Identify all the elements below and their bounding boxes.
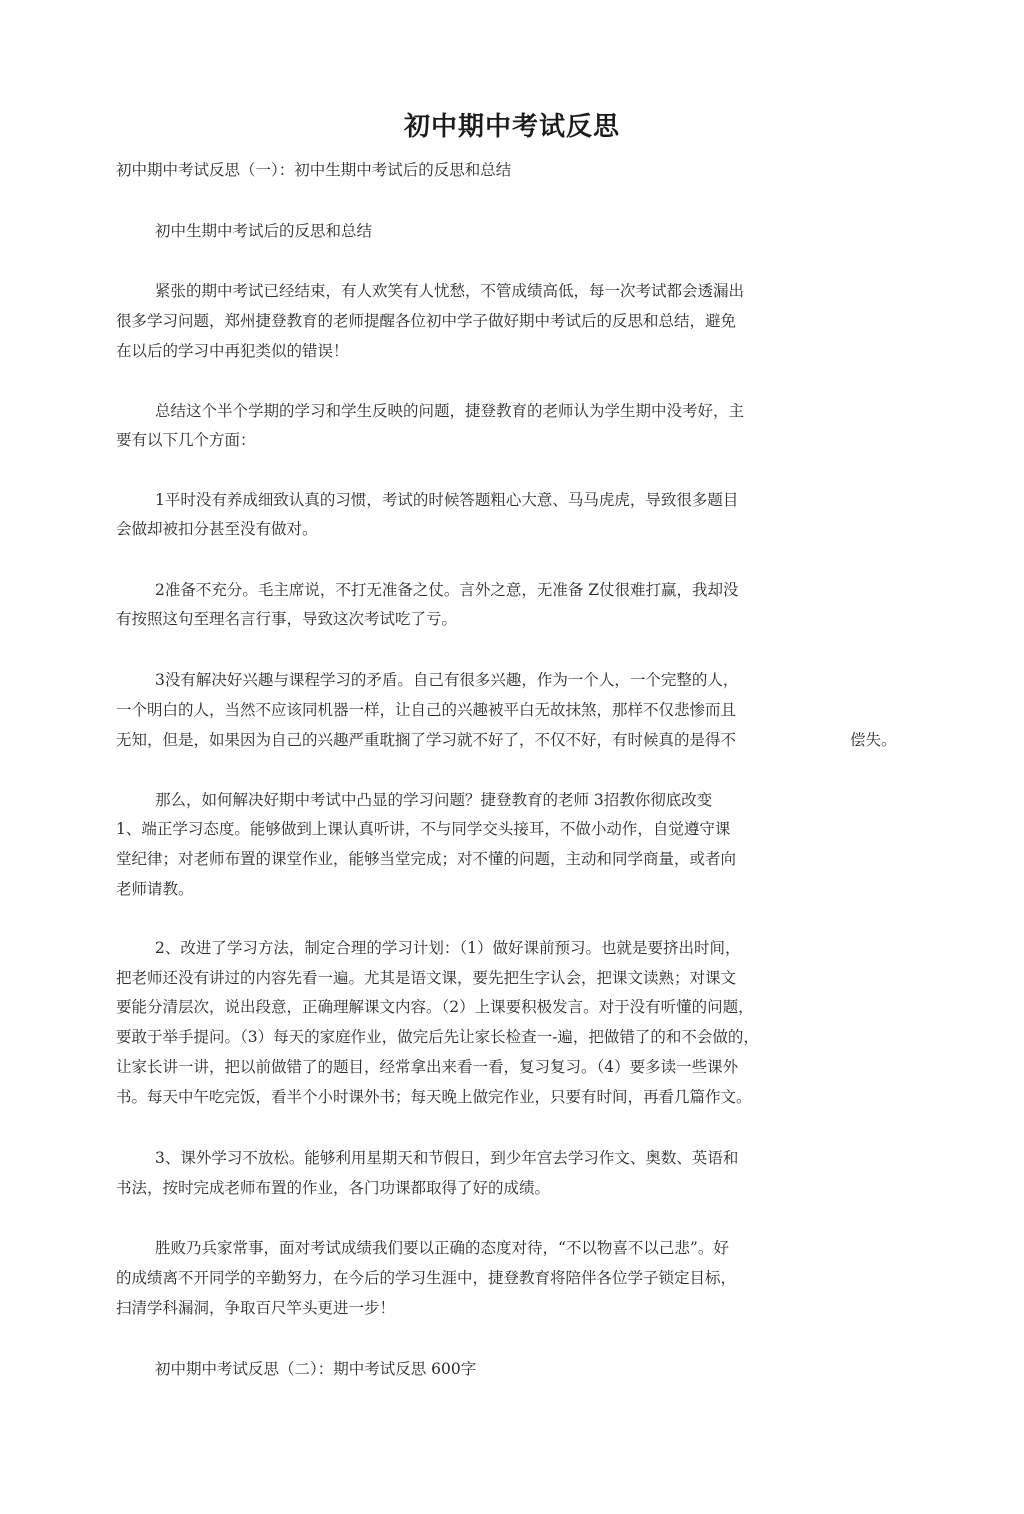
paragraph-line: 无知，但是，如果因为自己的兴趣严重耽搁了学习就不好了，不仅不好，有时候真的是得不 bbox=[116, 731, 737, 749]
paragraph-line: 有按照这句至理名言行事，导致这次考试吃了亏。 bbox=[116, 610, 458, 628]
paragraph-line: 堂纪律；对老师布置的课堂作业，能够当堂完成；对不懂的问题，主动和同学商量，或者向 bbox=[116, 850, 737, 868]
paragraph-line: 在以后的学习中再犯类似的错误！ bbox=[116, 342, 349, 360]
paragraph-line: 很多学习问题，郑州捷登教育的老师提醒各位初中学子做好期中考试后的反思和总结，避免 bbox=[116, 312, 737, 330]
paragraph-line: 2准备不充分。毛主席说，不打无准备之仗。言外之意，无准备 Z仗很难打赢，我却没 bbox=[155, 581, 739, 599]
paragraph-line: 那么，如何解决好期中考试中凸显的学习问题？捷登教育的老师 3招教你彻底改变 bbox=[155, 791, 713, 809]
paragraph-line: 紧张的期中考试已经结束，有人欢笑有人忧愁，不管成绩高低，每一次考试都会透漏出 bbox=[155, 282, 745, 300]
paragraph-line: 3没有解决好兴趣与课程学习的矛盾。自己有很多兴趣，作为一个人，一个完整的人， bbox=[155, 671, 739, 689]
paragraph-line: 3、课外学习不放松。能够利用星期天和节假日，到少年宫去学习作文、奥数、英语和 bbox=[155, 1149, 739, 1167]
section-heading-1: 初中生期中考试后的反思和总结 bbox=[155, 222, 373, 240]
document-title: 初中期中考试反思 bbox=[403, 112, 620, 142]
paragraph-line: 让家长讲一讲，把以前做错了的题目，经常拿出来看一看，复习复习。（4）要多读一些课外 bbox=[116, 1058, 739, 1076]
paragraph-line: 要能分清层次，说出段意，正确理解课文内容。（2）上课要积极发言。对于没有听懂的问题， bbox=[116, 998, 754, 1016]
paragraph-line: 会做却被扣分甚至没有做对。 bbox=[116, 520, 318, 538]
paragraph-line: 的成绩离不开同学的辛勤努力，在今后的学习生涯中，捷登教育将陪伴各位学子锁定目标， bbox=[116, 1269, 737, 1287]
paragraph-line: 老师请教。 bbox=[116, 880, 194, 898]
paragraph-line: 1、端正学习态度。能够做到上课认真听讲，不与同学交头接耳，不做小动作，自觉遵守课 bbox=[116, 820, 731, 838]
paragraph-line: 要敢于举手提问。（3）每天的家庭作业，做完后先让家长检查一-遍，把做错了的和不会做的， bbox=[116, 1028, 759, 1046]
paragraph-line-tail: 偿失。 bbox=[850, 731, 897, 749]
paragraph-line: 胜败乃兵家常事，面对考试成绩我们要以正确的态度对待，“不以物喜不以己悲”。好 bbox=[155, 1239, 729, 1257]
paragraph-line: 书。每天中午吃完饭，看半个小时课外书；每天晚上做完作业，只要有时间，再看几篇作文。 bbox=[116, 1088, 752, 1106]
paragraph-line: 书法，按时完成老师布置的作业，各门功课都取得了好的成绩。 bbox=[116, 1179, 551, 1197]
paragraph-line: 总结这个半个学期的学习和学生反映的问题，捷登教育的老师认为学生期中没考好，主 bbox=[155, 402, 745, 420]
paragraph-line: 要有以下几个方面： bbox=[116, 431, 256, 449]
paragraph-line: 把老师还没有讲过的内容先看一遍。尤其是语文课，要先把生字认会，把课文读熟；对课文 bbox=[116, 969, 737, 987]
section-subtitle-1: 初中期中考试反思（一）：初中生期中考试后的反思和总结 bbox=[116, 161, 512, 179]
paragraph-line: 2、改进了学习方法，制定合理的学习计划：（1）做好课前预习。也就是要挤出时间， bbox=[155, 939, 741, 957]
paragraph-line: 一个明白的人，当然不应该同机器一样，让自己的兴趣被平白无故抹煞，那样不仅悲惨而且 bbox=[116, 701, 737, 719]
paragraph-line: 扫清学科漏洞，争取百尺竿头更进一步！ bbox=[116, 1299, 396, 1317]
paragraph-line: 1平时没有养成细致认真的习惯，考试的时候答题粗心大意、马马虎虎，导致很多题目 bbox=[155, 491, 739, 509]
section-subtitle-2: 初中期中考试反思（二）：期中考试反思 600字 bbox=[155, 1360, 477, 1378]
